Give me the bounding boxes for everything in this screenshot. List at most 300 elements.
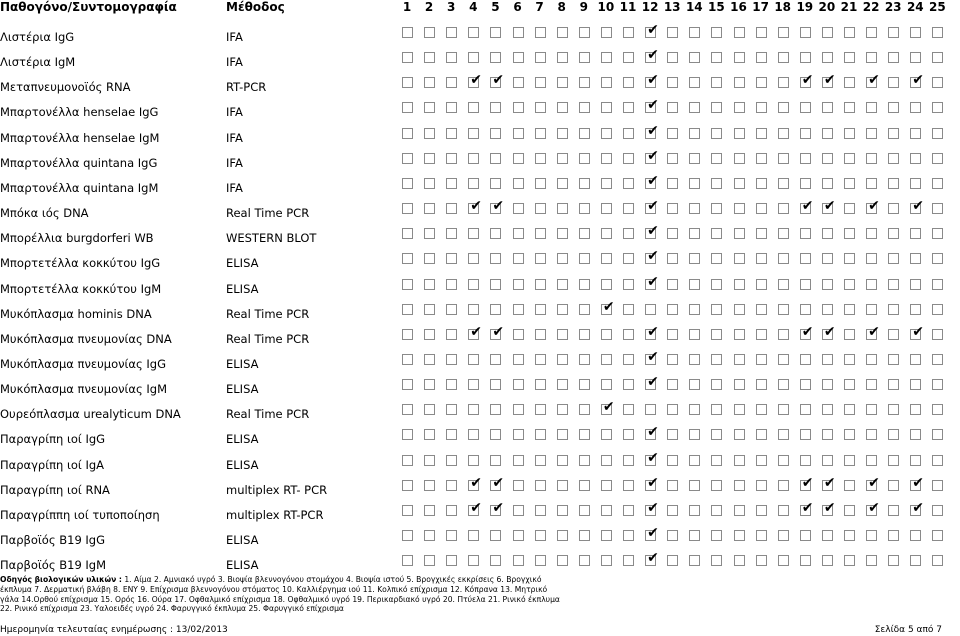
specimen-checkbox-13[interactable]: [667, 279, 678, 290]
specimen-checkbox-20[interactable]: [822, 429, 833, 440]
specimen-checkbox-13[interactable]: [667, 555, 678, 566]
specimen-checkbox-3[interactable]: [446, 279, 457, 290]
specimen-checkbox-15[interactable]: [711, 329, 722, 340]
specimen-checkbox-5[interactable]: [490, 102, 501, 113]
specimen-checkbox-5[interactable]: [490, 379, 501, 390]
specimen-checkbox-21[interactable]: [844, 52, 855, 63]
specimen-checkbox-10[interactable]: [601, 298, 615, 315]
specimen-checkbox-11[interactable]: [623, 354, 634, 365]
specimen-checkbox-3[interactable]: [446, 354, 457, 365]
specimen-checkbox-7[interactable]: [535, 27, 546, 38]
specimen-checkbox-11[interactable]: [623, 429, 634, 440]
specimen-checkbox-24[interactable]: [910, 499, 925, 516]
specimen-checkbox-25[interactable]: [932, 455, 943, 466]
specimen-checkbox-5[interactable]: [490, 198, 505, 215]
specimen-checkbox-8[interactable]: [557, 304, 568, 315]
specimen-checkbox-24[interactable]: [910, 354, 921, 365]
specimen-checkbox-23[interactable]: [888, 279, 899, 290]
specimen-checkbox-7[interactable]: [535, 203, 546, 214]
specimen-checkbox-10[interactable]: [601, 228, 612, 239]
specimen-checkbox-9[interactable]: [579, 530, 590, 541]
specimen-checkbox-13[interactable]: [667, 228, 678, 239]
specimen-checkbox-2[interactable]: [424, 505, 435, 516]
specimen-checkbox-8[interactable]: [557, 27, 568, 38]
specimen-checkbox-1[interactable]: [402, 480, 413, 491]
specimen-checkbox-25[interactable]: [932, 203, 943, 214]
specimen-checkbox-4[interactable]: [468, 429, 479, 440]
specimen-checkbox-22[interactable]: [866, 404, 877, 415]
specimen-checkbox-20[interactable]: [822, 530, 833, 541]
specimen-checkbox-4[interactable]: [468, 178, 479, 189]
specimen-checkbox-4[interactable]: [468, 323, 483, 340]
specimen-checkbox-8[interactable]: [557, 279, 568, 290]
specimen-checkbox-2[interactable]: [424, 253, 435, 264]
specimen-checkbox-21[interactable]: [844, 178, 855, 189]
specimen-checkbox-25[interactable]: [932, 178, 943, 189]
specimen-checkbox-14[interactable]: [689, 102, 700, 113]
specimen-checkbox-21[interactable]: [844, 354, 855, 365]
specimen-checkbox-7[interactable]: [535, 379, 546, 390]
specimen-checkbox-15[interactable]: [711, 52, 722, 63]
specimen-checkbox-18[interactable]: [778, 27, 789, 38]
specimen-checkbox-18[interactable]: [778, 455, 789, 466]
specimen-checkbox-24[interactable]: [910, 153, 921, 164]
specimen-checkbox-11[interactable]: [623, 77, 634, 88]
specimen-checkbox-15[interactable]: [711, 530, 722, 541]
specimen-checkbox-3[interactable]: [446, 304, 457, 315]
specimen-checkbox-4[interactable]: [468, 404, 479, 415]
specimen-checkbox-25[interactable]: [932, 480, 943, 491]
specimen-checkbox-1[interactable]: [402, 203, 413, 214]
specimen-checkbox-13[interactable]: [667, 530, 678, 541]
specimen-checkbox-2[interactable]: [424, 203, 435, 214]
specimen-checkbox-22[interactable]: [866, 198, 880, 215]
specimen-checkbox-13[interactable]: [667, 128, 678, 139]
specimen-checkbox-21[interactable]: [844, 379, 855, 390]
specimen-checkbox-5[interactable]: [490, 530, 501, 541]
specimen-checkbox-11[interactable]: [623, 555, 634, 566]
specimen-checkbox-16[interactable]: [734, 279, 745, 290]
specimen-checkbox-22[interactable]: [866, 279, 877, 290]
specimen-checkbox-13[interactable]: [667, 304, 678, 315]
specimen-checkbox-18[interactable]: [778, 52, 789, 63]
specimen-checkbox-16[interactable]: [734, 77, 745, 88]
specimen-checkbox-11[interactable]: [623, 203, 634, 214]
specimen-checkbox-4[interactable]: [468, 354, 479, 365]
specimen-checkbox-6[interactable]: [513, 279, 524, 290]
specimen-checkbox-1[interactable]: [402, 429, 413, 440]
specimen-checkbox-7[interactable]: [535, 128, 546, 139]
specimen-checkbox-6[interactable]: [513, 505, 524, 516]
specimen-checkbox-5[interactable]: [490, 429, 501, 440]
specimen-checkbox-4[interactable]: [468, 304, 479, 315]
specimen-checkbox-1[interactable]: [402, 354, 413, 365]
specimen-checkbox-7[interactable]: [535, 153, 546, 164]
specimen-checkbox-3[interactable]: [446, 329, 457, 340]
specimen-checkbox-25[interactable]: [932, 52, 943, 63]
specimen-checkbox-17[interactable]: [756, 530, 767, 541]
specimen-checkbox-22[interactable]: [866, 52, 877, 63]
specimen-checkbox-20[interactable]: [822, 253, 833, 264]
specimen-checkbox-21[interactable]: [844, 128, 855, 139]
specimen-checkbox-19[interactable]: [800, 27, 811, 38]
specimen-checkbox-17[interactable]: [756, 480, 767, 491]
specimen-checkbox-16[interactable]: [734, 354, 745, 365]
specimen-checkbox-2[interactable]: [424, 304, 435, 315]
specimen-checkbox-1[interactable]: [402, 329, 413, 340]
specimen-checkbox-2[interactable]: [424, 530, 435, 541]
specimen-checkbox-24[interactable]: [910, 379, 921, 390]
specimen-checkbox-22[interactable]: [866, 530, 877, 541]
specimen-checkbox-13[interactable]: [667, 253, 678, 264]
specimen-checkbox-12[interactable]: [645, 424, 659, 441]
specimen-checkbox-22[interactable]: [866, 228, 877, 239]
specimen-checkbox-5[interactable]: [490, 404, 501, 415]
specimen-checkbox-17[interactable]: [756, 77, 767, 88]
specimen-checkbox-22[interactable]: [866, 555, 877, 566]
specimen-checkbox-25[interactable]: [932, 429, 943, 440]
specimen-checkbox-24[interactable]: [910, 253, 921, 264]
specimen-checkbox-19[interactable]: [800, 429, 811, 440]
specimen-checkbox-24[interactable]: [910, 228, 921, 239]
specimen-checkbox-1[interactable]: [402, 505, 413, 516]
specimen-checkbox-16[interactable]: [734, 228, 745, 239]
specimen-checkbox-2[interactable]: [424, 279, 435, 290]
specimen-checkbox-2[interactable]: [424, 77, 435, 88]
specimen-checkbox-17[interactable]: [756, 379, 767, 390]
specimen-checkbox-3[interactable]: [446, 455, 457, 466]
specimen-checkbox-10[interactable]: [601, 354, 612, 365]
specimen-checkbox-23[interactable]: [888, 379, 899, 390]
specimen-checkbox-17[interactable]: [756, 102, 767, 113]
specimen-checkbox-23[interactable]: [888, 128, 899, 139]
specimen-checkbox-19[interactable]: [800, 354, 811, 365]
specimen-checkbox-21[interactable]: [844, 153, 855, 164]
specimen-checkbox-22[interactable]: [866, 429, 877, 440]
specimen-checkbox-22[interactable]: [866, 354, 877, 365]
specimen-checkbox-20[interactable]: [822, 128, 833, 139]
specimen-checkbox-22[interactable]: [866, 102, 877, 113]
specimen-checkbox-21[interactable]: [844, 555, 855, 566]
specimen-checkbox-24[interactable]: [910, 429, 921, 440]
specimen-checkbox-17[interactable]: [756, 455, 767, 466]
specimen-checkbox-16[interactable]: [734, 203, 745, 214]
specimen-checkbox-15[interactable]: [711, 203, 722, 214]
specimen-checkbox-16[interactable]: [734, 153, 745, 164]
specimen-checkbox-21[interactable]: [844, 304, 855, 315]
specimen-checkbox-15[interactable]: [711, 429, 722, 440]
specimen-checkbox-10[interactable]: [601, 203, 612, 214]
specimen-checkbox-1[interactable]: [402, 555, 413, 566]
specimen-checkbox-5[interactable]: [490, 499, 505, 516]
specimen-checkbox-3[interactable]: [446, 404, 457, 415]
specimen-checkbox-21[interactable]: [844, 102, 855, 113]
specimen-checkbox-21[interactable]: [844, 279, 855, 290]
specimen-checkbox-21[interactable]: [844, 253, 855, 264]
specimen-checkbox-6[interactable]: [513, 480, 524, 491]
specimen-checkbox-16[interactable]: [734, 27, 745, 38]
specimen-checkbox-17[interactable]: [756, 52, 767, 63]
specimen-checkbox-6[interactable]: [513, 128, 524, 139]
specimen-checkbox-19[interactable]: [800, 153, 811, 164]
specimen-checkbox-7[interactable]: [535, 304, 546, 315]
specimen-checkbox-15[interactable]: [711, 354, 722, 365]
specimen-checkbox-17[interactable]: [756, 429, 767, 440]
specimen-checkbox-19[interactable]: [800, 304, 811, 315]
specimen-checkbox-11[interactable]: [623, 253, 634, 264]
specimen-checkbox-12[interactable]: [645, 499, 659, 516]
specimen-checkbox-9[interactable]: [579, 480, 590, 491]
specimen-checkbox-12[interactable]: [645, 449, 659, 466]
specimen-checkbox-2[interactable]: [424, 102, 435, 113]
specimen-checkbox-19[interactable]: [800, 102, 811, 113]
specimen-checkbox-5[interactable]: [490, 279, 501, 290]
specimen-checkbox-12[interactable]: [645, 550, 659, 567]
specimen-checkbox-8[interactable]: [557, 429, 568, 440]
specimen-checkbox-14[interactable]: [689, 505, 700, 516]
specimen-checkbox-9[interactable]: [579, 329, 590, 340]
specimen-checkbox-14[interactable]: [689, 530, 700, 541]
specimen-checkbox-9[interactable]: [579, 253, 590, 264]
specimen-checkbox-1[interactable]: [402, 530, 413, 541]
specimen-checkbox-12[interactable]: [645, 122, 659, 139]
specimen-checkbox-8[interactable]: [557, 52, 568, 63]
specimen-checkbox-20[interactable]: [822, 499, 836, 516]
specimen-checkbox-12[interactable]: [645, 304, 656, 315]
specimen-checkbox-21[interactable]: [844, 329, 855, 340]
specimen-checkbox-12[interactable]: [645, 404, 656, 415]
specimen-checkbox-23[interactable]: [888, 228, 899, 239]
specimen-checkbox-4[interactable]: [468, 228, 479, 239]
specimen-checkbox-8[interactable]: [557, 354, 568, 365]
specimen-checkbox-15[interactable]: [711, 178, 722, 189]
specimen-checkbox-14[interactable]: [689, 279, 700, 290]
specimen-checkbox-1[interactable]: [402, 253, 413, 264]
specimen-checkbox-24[interactable]: [910, 128, 921, 139]
specimen-checkbox-1[interactable]: [402, 455, 413, 466]
specimen-checkbox-5[interactable]: [490, 555, 501, 566]
specimen-checkbox-9[interactable]: [579, 429, 590, 440]
specimen-checkbox-7[interactable]: [535, 429, 546, 440]
specimen-checkbox-10[interactable]: [601, 253, 612, 264]
specimen-checkbox-19[interactable]: [800, 198, 814, 215]
specimen-checkbox-11[interactable]: [623, 279, 634, 290]
specimen-checkbox-11[interactable]: [623, 178, 634, 189]
specimen-checkbox-14[interactable]: [689, 379, 700, 390]
specimen-checkbox-2[interactable]: [424, 354, 435, 365]
specimen-checkbox-2[interactable]: [424, 178, 435, 189]
specimen-checkbox-17[interactable]: [756, 253, 767, 264]
specimen-checkbox-16[interactable]: [734, 455, 745, 466]
specimen-checkbox-12[interactable]: [645, 348, 659, 365]
specimen-checkbox-4[interactable]: [468, 27, 479, 38]
specimen-checkbox-7[interactable]: [535, 555, 546, 566]
specimen-checkbox-3[interactable]: [446, 128, 457, 139]
specimen-checkbox-25[interactable]: [932, 505, 943, 516]
specimen-checkbox-6[interactable]: [513, 304, 524, 315]
specimen-checkbox-4[interactable]: [468, 198, 483, 215]
specimen-checkbox-1[interactable]: [402, 128, 413, 139]
specimen-checkbox-11[interactable]: [623, 102, 634, 113]
specimen-checkbox-3[interactable]: [446, 505, 457, 516]
specimen-checkbox-19[interactable]: [800, 499, 814, 516]
specimen-checkbox-17[interactable]: [756, 354, 767, 365]
specimen-checkbox-18[interactable]: [778, 279, 789, 290]
specimen-checkbox-5[interactable]: [490, 52, 501, 63]
specimen-checkbox-5[interactable]: [490, 474, 505, 491]
specimen-checkbox-2[interactable]: [424, 128, 435, 139]
specimen-checkbox-7[interactable]: [535, 404, 546, 415]
specimen-checkbox-22[interactable]: [866, 27, 877, 38]
specimen-checkbox-8[interactable]: [557, 480, 568, 491]
specimen-checkbox-15[interactable]: [711, 153, 722, 164]
specimen-checkbox-24[interactable]: [910, 27, 921, 38]
specimen-checkbox-20[interactable]: [822, 404, 833, 415]
specimen-checkbox-24[interactable]: [910, 455, 921, 466]
specimen-checkbox-24[interactable]: [910, 304, 921, 315]
specimen-checkbox-15[interactable]: [711, 279, 722, 290]
specimen-checkbox-3[interactable]: [446, 27, 457, 38]
specimen-checkbox-4[interactable]: [468, 455, 479, 466]
specimen-checkbox-16[interactable]: [734, 404, 745, 415]
specimen-checkbox-23[interactable]: [888, 27, 899, 38]
specimen-checkbox-9[interactable]: [579, 455, 590, 466]
specimen-checkbox-19[interactable]: [800, 404, 811, 415]
specimen-checkbox-10[interactable]: [601, 480, 612, 491]
specimen-checkbox-8[interactable]: [557, 178, 568, 189]
specimen-checkbox-9[interactable]: [579, 379, 590, 390]
specimen-checkbox-23[interactable]: [888, 304, 899, 315]
specimen-checkbox-3[interactable]: [446, 480, 457, 491]
specimen-checkbox-15[interactable]: [711, 304, 722, 315]
specimen-checkbox-10[interactable]: [601, 178, 612, 189]
specimen-checkbox-23[interactable]: [888, 480, 899, 491]
specimen-checkbox-10[interactable]: [601, 279, 612, 290]
specimen-checkbox-16[interactable]: [734, 530, 745, 541]
specimen-checkbox-24[interactable]: [910, 72, 925, 89]
specimen-checkbox-20[interactable]: [822, 323, 836, 340]
specimen-checkbox-23[interactable]: [888, 203, 899, 214]
specimen-checkbox-23[interactable]: [888, 429, 899, 440]
specimen-checkbox-17[interactable]: [756, 279, 767, 290]
specimen-checkbox-25[interactable]: [932, 102, 943, 113]
specimen-checkbox-20[interactable]: [822, 304, 833, 315]
specimen-checkbox-6[interactable]: [513, 354, 524, 365]
specimen-checkbox-7[interactable]: [535, 228, 546, 239]
specimen-checkbox-13[interactable]: [667, 429, 678, 440]
specimen-checkbox-25[interactable]: [932, 304, 943, 315]
specimen-checkbox-12[interactable]: [645, 97, 659, 114]
specimen-checkbox-24[interactable]: [910, 102, 921, 113]
specimen-checkbox-3[interactable]: [446, 153, 457, 164]
specimen-checkbox-25[interactable]: [932, 153, 943, 164]
specimen-checkbox-24[interactable]: [910, 530, 921, 541]
specimen-checkbox-15[interactable]: [711, 128, 722, 139]
specimen-checkbox-14[interactable]: [689, 228, 700, 239]
specimen-checkbox-24[interactable]: [910, 178, 921, 189]
specimen-checkbox-25[interactable]: [932, 27, 943, 38]
specimen-checkbox-5[interactable]: [490, 228, 501, 239]
specimen-checkbox-23[interactable]: [888, 555, 899, 566]
specimen-checkbox-9[interactable]: [579, 128, 590, 139]
specimen-checkbox-16[interactable]: [734, 379, 745, 390]
specimen-checkbox-5[interactable]: [490, 304, 501, 315]
specimen-checkbox-5[interactable]: [490, 72, 505, 89]
specimen-checkbox-12[interactable]: [645, 273, 659, 290]
specimen-checkbox-25[interactable]: [932, 329, 943, 340]
specimen-checkbox-13[interactable]: [667, 178, 678, 189]
specimen-checkbox-15[interactable]: [711, 555, 722, 566]
specimen-checkbox-17[interactable]: [756, 228, 767, 239]
specimen-checkbox-22[interactable]: [866, 153, 877, 164]
specimen-checkbox-9[interactable]: [579, 77, 590, 88]
specimen-checkbox-13[interactable]: [667, 102, 678, 113]
specimen-checkbox-25[interactable]: [932, 128, 943, 139]
specimen-checkbox-23[interactable]: [888, 354, 899, 365]
specimen-checkbox-16[interactable]: [734, 505, 745, 516]
specimen-checkbox-17[interactable]: [756, 329, 767, 340]
specimen-checkbox-8[interactable]: [557, 77, 568, 88]
specimen-checkbox-20[interactable]: [822, 228, 833, 239]
specimen-checkbox-19[interactable]: [800, 455, 811, 466]
specimen-checkbox-24[interactable]: [910, 52, 921, 63]
specimen-checkbox-11[interactable]: [623, 480, 634, 491]
specimen-checkbox-22[interactable]: [866, 178, 877, 189]
specimen-checkbox-3[interactable]: [446, 253, 457, 264]
specimen-checkbox-19[interactable]: [800, 52, 811, 63]
specimen-checkbox-14[interactable]: [689, 455, 700, 466]
specimen-checkbox-18[interactable]: [778, 153, 789, 164]
specimen-checkbox-12[interactable]: [645, 72, 659, 89]
specimen-checkbox-6[interactable]: [513, 253, 524, 264]
specimen-checkbox-10[interactable]: [601, 27, 612, 38]
specimen-checkbox-19[interactable]: [800, 279, 811, 290]
specimen-checkbox-19[interactable]: [800, 474, 814, 491]
specimen-checkbox-14[interactable]: [689, 429, 700, 440]
specimen-checkbox-23[interactable]: [888, 253, 899, 264]
specimen-checkbox-19[interactable]: [800, 555, 811, 566]
specimen-checkbox-17[interactable]: [756, 203, 767, 214]
specimen-checkbox-13[interactable]: [667, 203, 678, 214]
specimen-checkbox-18[interactable]: [778, 354, 789, 365]
specimen-checkbox-21[interactable]: [844, 228, 855, 239]
specimen-checkbox-12[interactable]: [645, 22, 659, 38]
specimen-checkbox-16[interactable]: [734, 128, 745, 139]
specimen-checkbox-16[interactable]: [734, 52, 745, 63]
specimen-checkbox-8[interactable]: [557, 404, 568, 415]
specimen-checkbox-7[interactable]: [535, 329, 546, 340]
specimen-checkbox-14[interactable]: [689, 178, 700, 189]
specimen-checkbox-19[interactable]: [800, 72, 814, 89]
specimen-checkbox-1[interactable]: [402, 77, 413, 88]
specimen-checkbox-18[interactable]: [778, 505, 789, 516]
specimen-checkbox-21[interactable]: [844, 505, 855, 516]
specimen-checkbox-25[interactable]: [932, 354, 943, 365]
specimen-checkbox-17[interactable]: [756, 304, 767, 315]
specimen-checkbox-1[interactable]: [402, 228, 413, 239]
specimen-checkbox-13[interactable]: [667, 52, 678, 63]
specimen-checkbox-4[interactable]: [468, 279, 479, 290]
specimen-checkbox-17[interactable]: [756, 27, 767, 38]
specimen-checkbox-21[interactable]: [844, 27, 855, 38]
specimen-checkbox-7[interactable]: [535, 530, 546, 541]
specimen-checkbox-5[interactable]: [490, 253, 501, 264]
specimen-checkbox-10[interactable]: [601, 399, 615, 416]
specimen-checkbox-13[interactable]: [667, 77, 678, 88]
specimen-checkbox-13[interactable]: [667, 354, 678, 365]
specimen-checkbox-25[interactable]: [932, 379, 943, 390]
specimen-checkbox-19[interactable]: [800, 323, 814, 340]
